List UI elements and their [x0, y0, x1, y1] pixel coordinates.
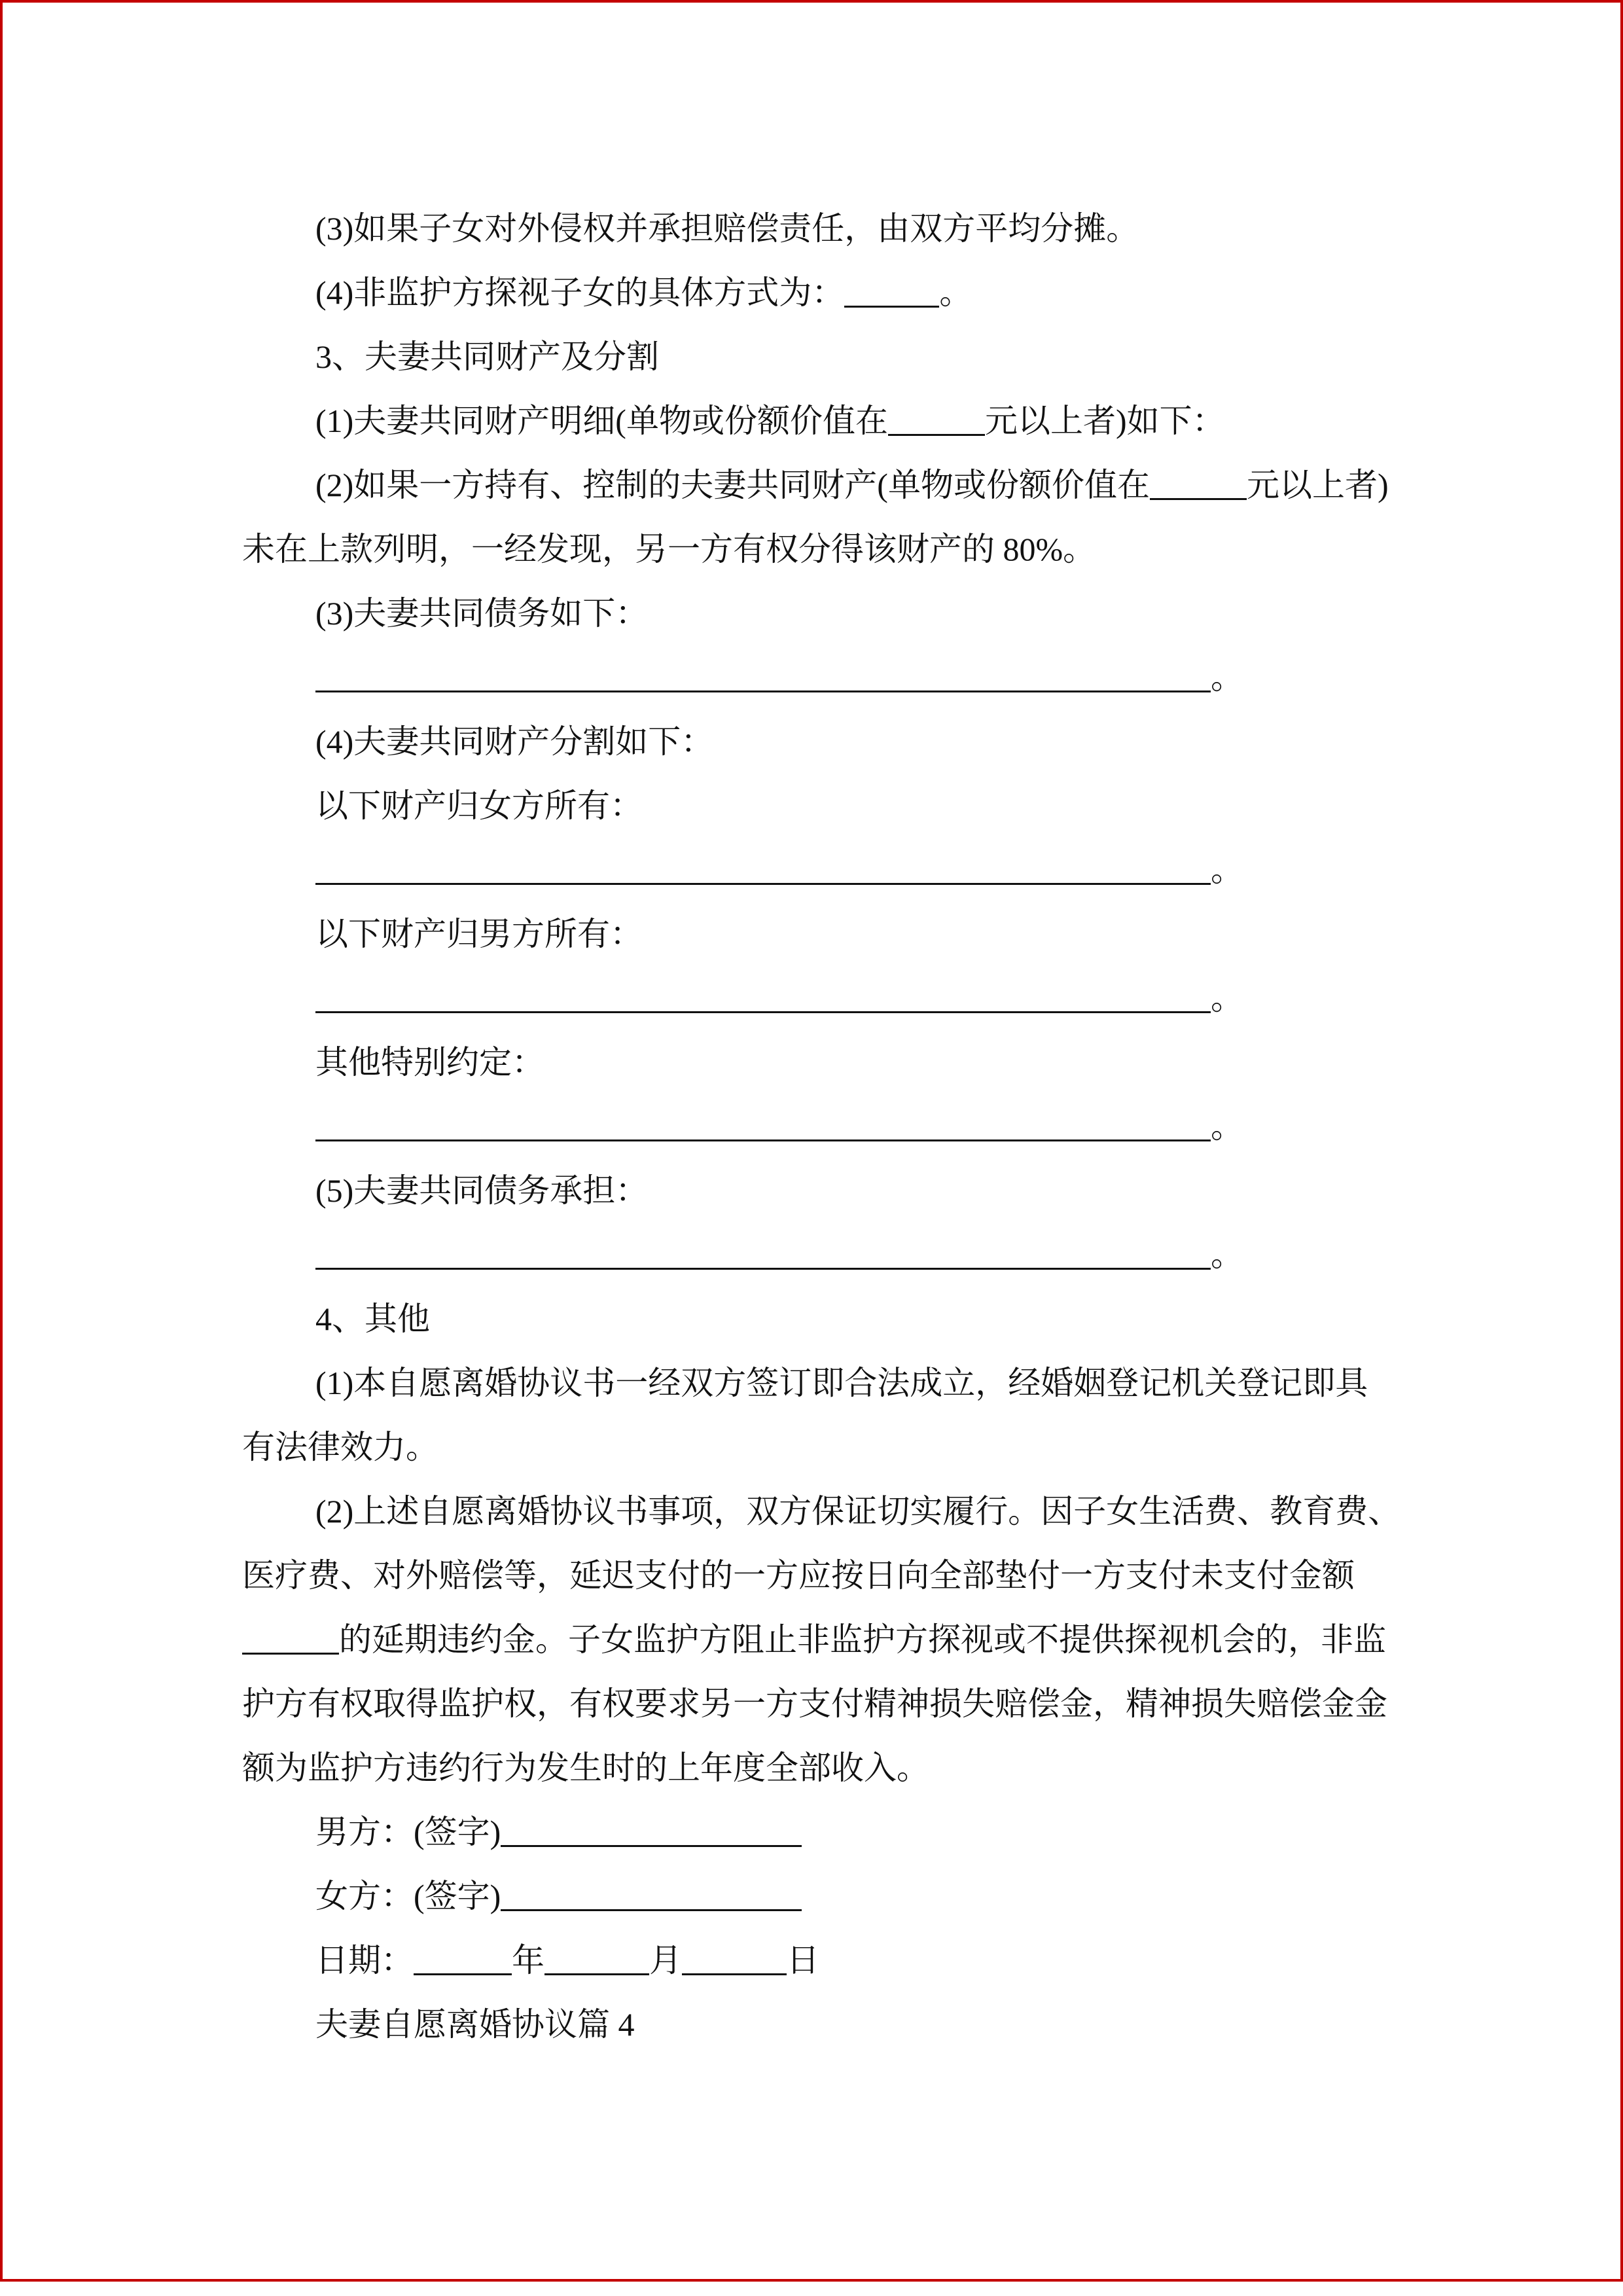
doc-line: [242, 1351, 1414, 1415]
doc-line: [242, 774, 1414, 838]
doc-line: [242, 1736, 1414, 1800]
line-text: (2)上述自愿离婚协议书事项，双方保证切实履行。因子女生活费、教育费、: [315, 1493, 1401, 1530]
doc-line: [242, 709, 1414, 774]
doc-line: [242, 1543, 1414, 1607]
line-text: 的延期违约金。子女监护方阻止非监护方探视或不提供探视机会的，非监: [339, 1621, 1386, 1658]
line-text: 日: [787, 1942, 819, 1979]
signature-rule: [501, 1909, 802, 1911]
doc-line: [242, 325, 1414, 389]
line-text: 3、夫妻共同财产及分割: [315, 338, 659, 375]
doc-line: [242, 1479, 1414, 1543]
line-text: 元以上者)如下：: [984, 403, 1225, 439]
document-body: [242, 196, 1414, 2056]
doc-line: [242, 645, 1414, 709]
blank-rule: [1150, 498, 1247, 500]
blank-rule: [682, 1973, 787, 1975]
doc-line: [242, 1223, 1414, 1287]
line-text: (3)夫妻共同债务如下：: [315, 595, 649, 632]
doc-line: [242, 1672, 1414, 1736]
line-text: 女方：(签字): [315, 1878, 501, 1914]
line-text: 以下财产归男方所有：: [315, 916, 643, 952]
doc-line signature-line-husband: [242, 1800, 1414, 1864]
blank-rule: [315, 1011, 1211, 1013]
blank-rule: [844, 306, 939, 308]
blank-rule: [544, 1973, 649, 1975]
line-text: 医疗费、对外赔偿等，延迟支付的一方应按日向全部垫付一方支付未支付金额: [242, 1557, 1355, 1594]
doc-line: [242, 196, 1414, 260]
doc-line: [242, 389, 1414, 453]
line-text: (5)夫妻共同债务承担：: [315, 1172, 649, 1209]
line-text: 元以上者): [1246, 467, 1389, 503]
doc-line date-line: [242, 1928, 1414, 1992]
line-text: 有法律效力。: [242, 1429, 438, 1465]
doc-line: [242, 1158, 1414, 1223]
line-text: 4、其他: [315, 1300, 430, 1337]
line-text: 。: [1211, 659, 1243, 696]
doc-line: [242, 838, 1414, 902]
doc-line: [242, 966, 1414, 1030]
blank-rule: [315, 691, 1211, 692]
line-text: (3)如果子女对外侵权并承担赔偿责任，由双方平均分摊。: [315, 210, 1139, 247]
line-text: 。: [1211, 1108, 1243, 1145]
line-text: 护方有权取得监护权，有权要求另一方支付精神损失赔偿金，精神损失赔偿金金: [242, 1685, 1387, 1722]
line-text: (2)如果一方持有、控制的夫妻共同财产(单物或份额价值在: [315, 467, 1150, 503]
line-text: 。: [939, 274, 972, 311]
line-text: (4)非监护方探视子女的具体方式为：: [315, 274, 845, 311]
line-text: 男方：(签字): [315, 1814, 501, 1850]
line-text: 。: [1211, 1236, 1243, 1273]
doc-line: [242, 1607, 1414, 1672]
doc-line: [242, 517, 1414, 581]
line-text: 其他特别约定：: [315, 1044, 544, 1081]
doc-line: [242, 453, 1414, 517]
line-text: 夫妻自愿离婚协议篇 4: [315, 2006, 635, 2043]
blank-rule: [414, 1973, 512, 1975]
line-text: 以下财产归女方所有：: [315, 787, 643, 824]
doc-line: [242, 1415, 1414, 1479]
blank-rule: [888, 434, 985, 436]
line-text: 年: [512, 1942, 544, 1979]
doc-line: [242, 581, 1414, 645]
doc-line: [242, 260, 1414, 325]
blank-rule: [315, 883, 1211, 885]
line-text: 额为监护方违约行为发生时的上年度全部收入。: [242, 1749, 929, 1786]
line-text: (1)夫妻共同财产明细(单物或份额价值在: [315, 403, 888, 439]
doc-line: [242, 1094, 1414, 1158]
doc-line section-footer: [242, 1992, 1414, 2056]
line-text: 。: [1211, 980, 1243, 1016]
line-text: 日期：: [315, 1942, 414, 1979]
blank-rule: [315, 1268, 1211, 1270]
doc-line signature-line-wife: [242, 1864, 1414, 1928]
doc-line: [242, 1287, 1414, 1351]
blank-rule: [242, 1653, 339, 1655]
doc-line: [242, 902, 1414, 966]
line-text: 。: [1211, 852, 1243, 888]
line-text: (1)本自愿离婚协议书一经双方签订即合法成立，经婚姻登记机关登记即具: [315, 1365, 1368, 1401]
line-text: (4)夫妻共同财产分割如下：: [315, 723, 714, 760]
line-text: 未在上款列明，一经发现，另一方有权分得该财产的 80%。: [242, 531, 1096, 567]
doc-line: [242, 1030, 1414, 1094]
signature-rule: [501, 1845, 802, 1847]
line-text: 月: [649, 1942, 682, 1979]
blank-rule: [315, 1139, 1211, 1141]
